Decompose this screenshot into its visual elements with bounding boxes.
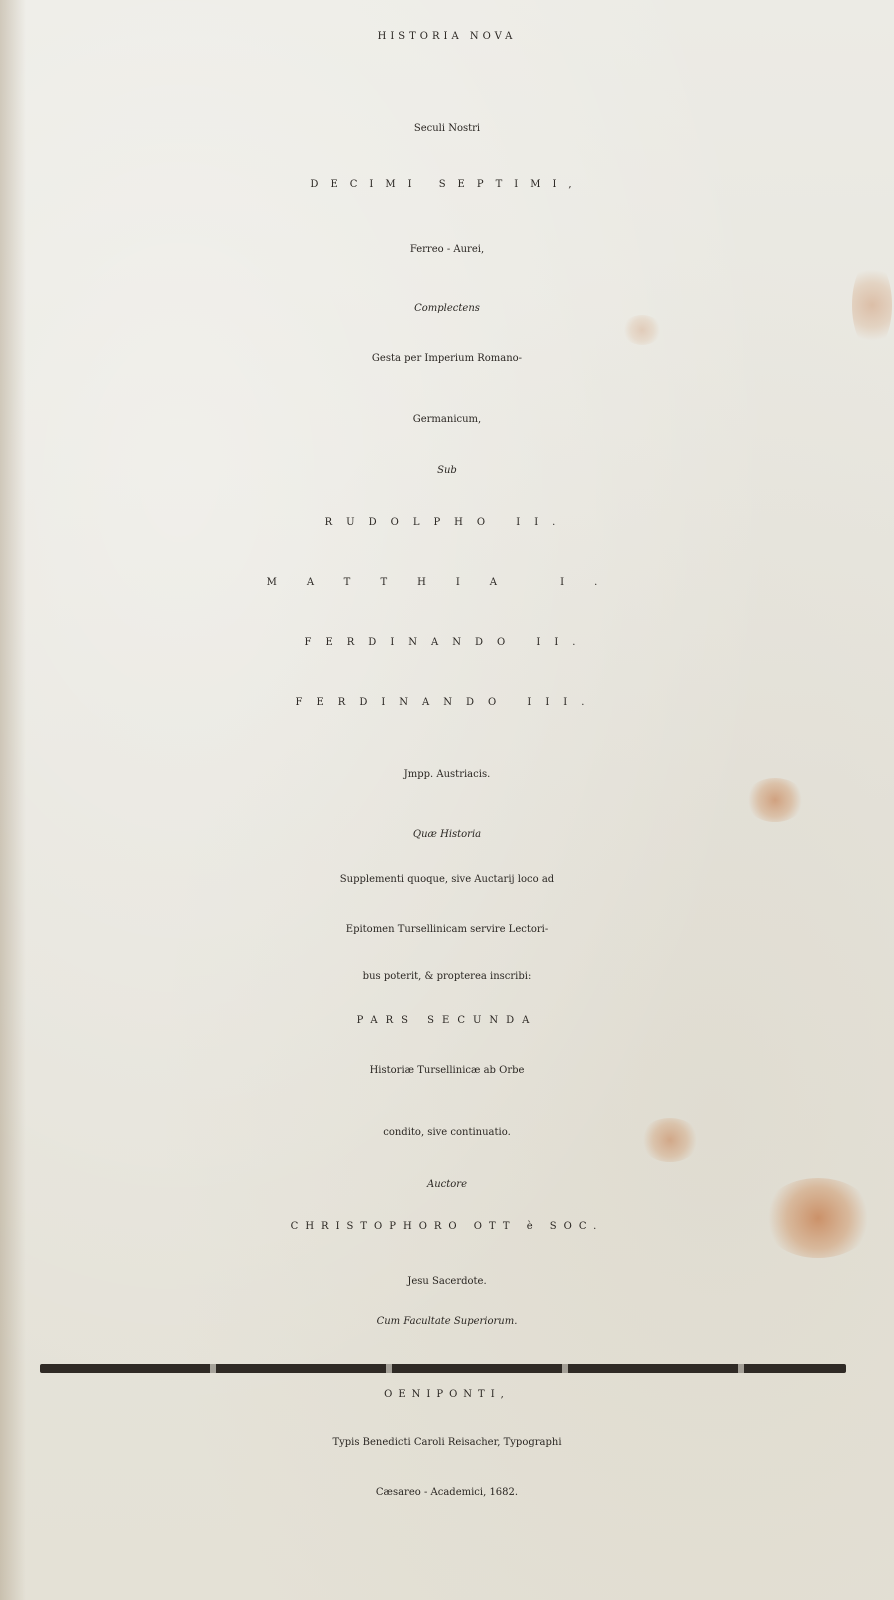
foxing-stain	[622, 315, 662, 345]
subtitle-line: Sub	[437, 465, 457, 476]
description-line: bus poterit, & propterea inscribi:	[362, 971, 532, 982]
foxing-stain	[762, 1178, 874, 1258]
foxing-stain	[745, 778, 805, 822]
author-name: CHRISTOPHORO OTT è SOC.	[290, 1221, 604, 1232]
subtitle-line: Gesta per Imperium Romano-	[371, 353, 523, 364]
imprint-place: OENIPONTI,	[384, 1389, 510, 1400]
part-label: PARS SECUNDA	[356, 1015, 538, 1026]
description-line: condito, sive continuatio.	[383, 1127, 511, 1138]
permission-line: Cum Facultate Superiorum.	[376, 1316, 518, 1327]
foxing-stain	[640, 1118, 700, 1162]
divider-rule	[40, 1364, 846, 1373]
author-label: Auctore	[427, 1179, 467, 1190]
subtitle-line: Quæ Historia	[412, 829, 482, 840]
imprint-printer: Typis Benedicti Caroli Reisacher, Typographi	[332, 1437, 562, 1448]
imprint-date-line: Cæsareo - Academici, 1682.	[375, 1487, 519, 1498]
ruler-name: RUDOLPHO II.	[324, 517, 570, 528]
subtitle-line: Ferreo - Aurei,	[409, 244, 485, 255]
page-edge-shadow	[0, 0, 26, 1600]
subtitle-line: Seculi Nostri	[413, 123, 481, 134]
description-line: Supplementi quoque, sive Auctarij loco ad	[339, 874, 555, 885]
book-title: HISTORIA NOVA	[377, 31, 517, 42]
subtitle-line: Germanicum,	[412, 414, 482, 425]
description-line: Historiæ Tursellinicæ ab Orbe	[369, 1065, 525, 1076]
subtitle-line: Jmpp. Austriacis.	[403, 769, 491, 780]
ruler-name: FERDINANDO III.	[295, 697, 599, 708]
subtitle-line: DECIMI SEPTIMI,	[310, 179, 584, 190]
ruler-name: MATTHIA I.	[266, 577, 628, 588]
description-line: Epitomen Tursellinicam servire Lectori-	[345, 924, 549, 935]
ruler-name: FERDINANDO II.	[304, 637, 590, 648]
author-title: Jesu Sacerdote.	[407, 1276, 487, 1287]
subtitle-line: Complectens	[414, 303, 480, 314]
